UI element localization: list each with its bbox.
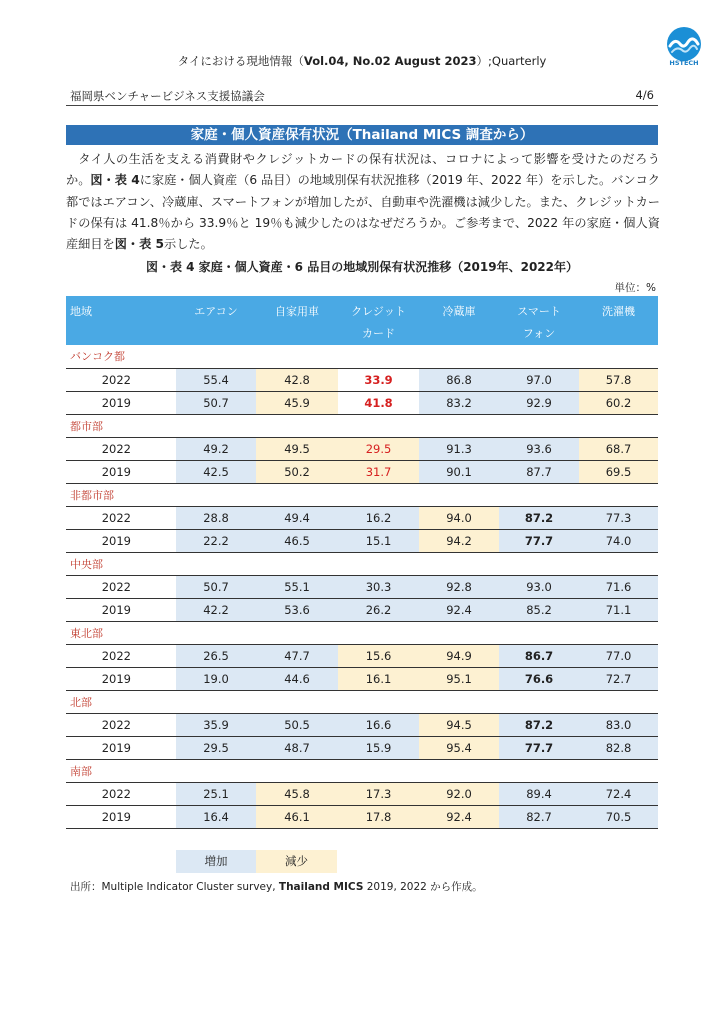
region-label: 北部 <box>66 690 658 713</box>
value-cell: 77.7 <box>499 736 579 759</box>
value-cell: 72.7 <box>579 667 658 690</box>
value-cell: 16.4 <box>176 805 256 828</box>
year-cell: 2019 <box>66 598 176 621</box>
table-row <box>66 736 658 759</box>
header-divider <box>66 105 658 106</box>
year-cell: 2019 <box>66 460 176 483</box>
region-row <box>66 414 658 437</box>
year-cell: 2022 <box>66 782 176 805</box>
year-cell: 2019 <box>66 391 176 414</box>
organization-name: 福岡県ベンチャービジネス支援協議会 <box>70 89 265 103</box>
table-row <box>66 391 658 414</box>
region-label: 中央部 <box>66 552 658 575</box>
value-cell: 29.5 <box>338 437 419 460</box>
title-volume: Vol.04, No.02 August 2023 <box>303 54 477 68</box>
value-cell: 29.5 <box>176 736 256 759</box>
value-cell: 15.6 <box>338 644 419 667</box>
value-cell: 42.5 <box>176 460 256 483</box>
year-cell: 2022 <box>66 713 176 736</box>
value-cell: 26.2 <box>338 598 419 621</box>
value-cell: 76.6 <box>499 667 579 690</box>
value-cell: 46.5 <box>256 529 338 552</box>
value-cell: 97.0 <box>499 368 579 391</box>
header-car: 自家用車 <box>256 296 338 345</box>
table-row <box>66 782 658 805</box>
region-row <box>66 690 658 713</box>
value-cell: 87.7 <box>499 460 579 483</box>
value-cell: 16.6 <box>338 713 419 736</box>
value-cell: 72.4 <box>579 782 658 805</box>
value-cell: 41.8 <box>338 391 419 414</box>
value-cell: 69.5 <box>579 460 658 483</box>
value-cell: 47.7 <box>256 644 338 667</box>
value-cell: 49.5 <box>256 437 338 460</box>
title-suffix: ）;Quarterly <box>476 54 547 68</box>
value-cell: 94.2 <box>419 529 499 552</box>
value-cell: 26.5 <box>176 644 256 667</box>
header-credit-line1: クレジット <box>351 305 406 318</box>
value-cell: 95.1 <box>419 667 499 690</box>
hstech-logo-icon <box>666 26 702 62</box>
value-cell: 49.4 <box>256 506 338 529</box>
year-cell: 2019 <box>66 667 176 690</box>
value-cell: 70.5 <box>579 805 658 828</box>
table-row <box>66 460 658 483</box>
value-cell: 92.4 <box>419 805 499 828</box>
header-phone-line2: フォン <box>522 327 556 340</box>
asset-ownership-table <box>66 296 658 829</box>
source-text-2: 2019, 2022 から作成。 <box>363 881 483 893</box>
legend-decrease: 減少 <box>256 850 337 873</box>
year-cell: 2022 <box>66 506 176 529</box>
header-credit-line2: カード <box>362 327 395 340</box>
value-cell: 45.9 <box>256 391 338 414</box>
year-cell: 2019 <box>66 805 176 828</box>
logo-text: HSTECH <box>669 59 699 67</box>
header-phone-line1: スマート <box>517 305 561 318</box>
year-cell: 2022 <box>66 644 176 667</box>
value-cell: 77.3 <box>579 506 658 529</box>
table-header-row <box>66 296 658 345</box>
table-row <box>66 575 658 598</box>
value-cell: 74.0 <box>579 529 658 552</box>
value-cell: 42.2 <box>176 598 256 621</box>
source-survey-name: Thailand MICS <box>278 881 364 893</box>
table-row <box>66 529 658 552</box>
value-cell: 55.4 <box>176 368 256 391</box>
paragraph-text-2: に家庭・個人資産（6 品目）の地域別保有状況推移（2019 年、2022 年）を示した。バンコク都ではエアコン、冷蔵庫、スマートフォンが増加したが、自動車や洗濯機は減少した。また、クレジットカードの保有は 41.8％から 33.9％と 19％も減少したのはなぜだろうか。ご参考まで、2022 年の家庭・個人資産細目を <box>66 173 660 252</box>
year-cell: 2022 <box>66 575 176 598</box>
region-row <box>66 759 658 782</box>
region-label: 都市部 <box>66 414 658 437</box>
value-cell: 71.6 <box>579 575 658 598</box>
value-cell: 16.1 <box>338 667 419 690</box>
header-fridge: 冷蔵庫 <box>419 296 499 345</box>
region-label: バンコク都 <box>66 345 658 368</box>
table-row <box>66 437 658 460</box>
region-label: 南部 <box>66 759 658 782</box>
value-cell: 50.7 <box>176 575 256 598</box>
legend-increase: 増加 <box>176 850 256 873</box>
value-cell: 31.7 <box>338 460 419 483</box>
value-cell: 19.0 <box>176 667 256 690</box>
value-cell: 83.2 <box>419 391 499 414</box>
value-cell: 68.7 <box>579 437 658 460</box>
value-cell: 83.0 <box>579 713 658 736</box>
value-cell: 17.8 <box>338 805 419 828</box>
value-cell: 53.6 <box>256 598 338 621</box>
value-cell: 94.0 <box>419 506 499 529</box>
page-number: 4/6 <box>635 88 654 102</box>
table-caption: 図・表 4 家庭・個人資産・6 品目の地域別保有状況推移（2019年、2022年） <box>145 260 579 274</box>
value-cell: 15.1 <box>338 529 419 552</box>
value-cell: 87.2 <box>499 506 579 529</box>
value-cell: 92.8 <box>419 575 499 598</box>
header-region: 地域 <box>66 296 176 345</box>
value-cell: 93.0 <box>499 575 579 598</box>
value-cell: 93.6 <box>499 437 579 460</box>
value-cell: 91.3 <box>419 437 499 460</box>
value-cell: 17.3 <box>338 782 419 805</box>
value-cell: 92.0 <box>419 782 499 805</box>
value-cell: 60.2 <box>579 391 658 414</box>
value-cell: 42.8 <box>256 368 338 391</box>
value-cell: 45.8 <box>256 782 338 805</box>
value-cell: 95.4 <box>419 736 499 759</box>
value-cell: 86.8 <box>419 368 499 391</box>
region-label: 非都市部 <box>66 483 658 506</box>
value-cell: 49.2 <box>176 437 256 460</box>
header-aircon: エアコン <box>176 296 256 345</box>
value-cell: 92.9 <box>499 391 579 414</box>
region-row <box>66 483 658 506</box>
region-row <box>66 552 658 575</box>
value-cell: 90.1 <box>419 460 499 483</box>
value-cell: 89.4 <box>499 782 579 805</box>
value-cell: 50.7 <box>176 391 256 414</box>
value-cell: 50.2 <box>256 460 338 483</box>
value-cell: 92.4 <box>419 598 499 621</box>
value-cell: 28.8 <box>176 506 256 529</box>
value-cell: 86.7 <box>499 644 579 667</box>
section-banner: 家庭・個人資産保有状況（Thailand MICS 調査から） <box>66 125 658 145</box>
value-cell: 77.0 <box>579 644 658 667</box>
value-cell: 30.3 <box>338 575 419 598</box>
value-cell: 15.9 <box>338 736 419 759</box>
value-cell: 22.2 <box>176 529 256 552</box>
header-credit-card <box>338 296 419 345</box>
value-cell: 82.7 <box>499 805 579 828</box>
year-cell: 2019 <box>66 529 176 552</box>
value-cell: 77.7 <box>499 529 579 552</box>
title-prefix: タイにおける現地情報（ <box>177 54 304 68</box>
table-row <box>66 506 658 529</box>
region-label: 東北部 <box>66 621 658 644</box>
value-cell: 46.1 <box>256 805 338 828</box>
figure-ref-5: 図・表 5 <box>114 237 165 252</box>
value-cell: 25.1 <box>176 782 256 805</box>
table-row <box>66 644 658 667</box>
value-cell: 94.9 <box>419 644 499 667</box>
value-cell: 55.1 <box>256 575 338 598</box>
value-cell: 35.9 <box>176 713 256 736</box>
value-cell: 44.6 <box>256 667 338 690</box>
table-row <box>66 713 658 736</box>
table-unit: 単位：% <box>614 282 656 294</box>
table-row <box>66 667 658 690</box>
table-row <box>66 368 658 391</box>
value-cell: 33.9 <box>338 368 419 391</box>
table-row <box>66 598 658 621</box>
region-row <box>66 345 658 368</box>
paragraph-text-1: タイ人の生活を支える消費財やクレジットカードの保有状況は、コロナによって影響を受けたのだろうか。 <box>66 152 660 188</box>
table-row <box>66 805 658 828</box>
header-washer: 洗濯機 <box>579 296 658 345</box>
figure-ref-4: 図・表 4 <box>90 173 140 188</box>
year-cell: 2019 <box>66 736 176 759</box>
value-cell: 57.8 <box>579 368 658 391</box>
year-cell: 2022 <box>66 368 176 391</box>
region-row <box>66 621 658 644</box>
value-cell: 16.2 <box>338 506 419 529</box>
value-cell: 94.5 <box>419 713 499 736</box>
paragraph-text-3: 示した。 <box>164 237 213 252</box>
year-cell: 2022 <box>66 437 176 460</box>
value-cell: 50.5 <box>256 713 338 736</box>
source-note <box>70 879 483 894</box>
value-cell: 71.1 <box>579 598 658 621</box>
source-text-1: 出所：Multiple Indicator Cluster survey, <box>70 881 279 893</box>
value-cell: 48.7 <box>256 736 338 759</box>
header-smartphone <box>499 296 579 345</box>
body-paragraph <box>66 149 660 255</box>
value-cell: 87.2 <box>499 713 579 736</box>
value-cell: 82.8 <box>579 736 658 759</box>
document-title <box>0 53 724 69</box>
value-cell: 85.2 <box>499 598 579 621</box>
